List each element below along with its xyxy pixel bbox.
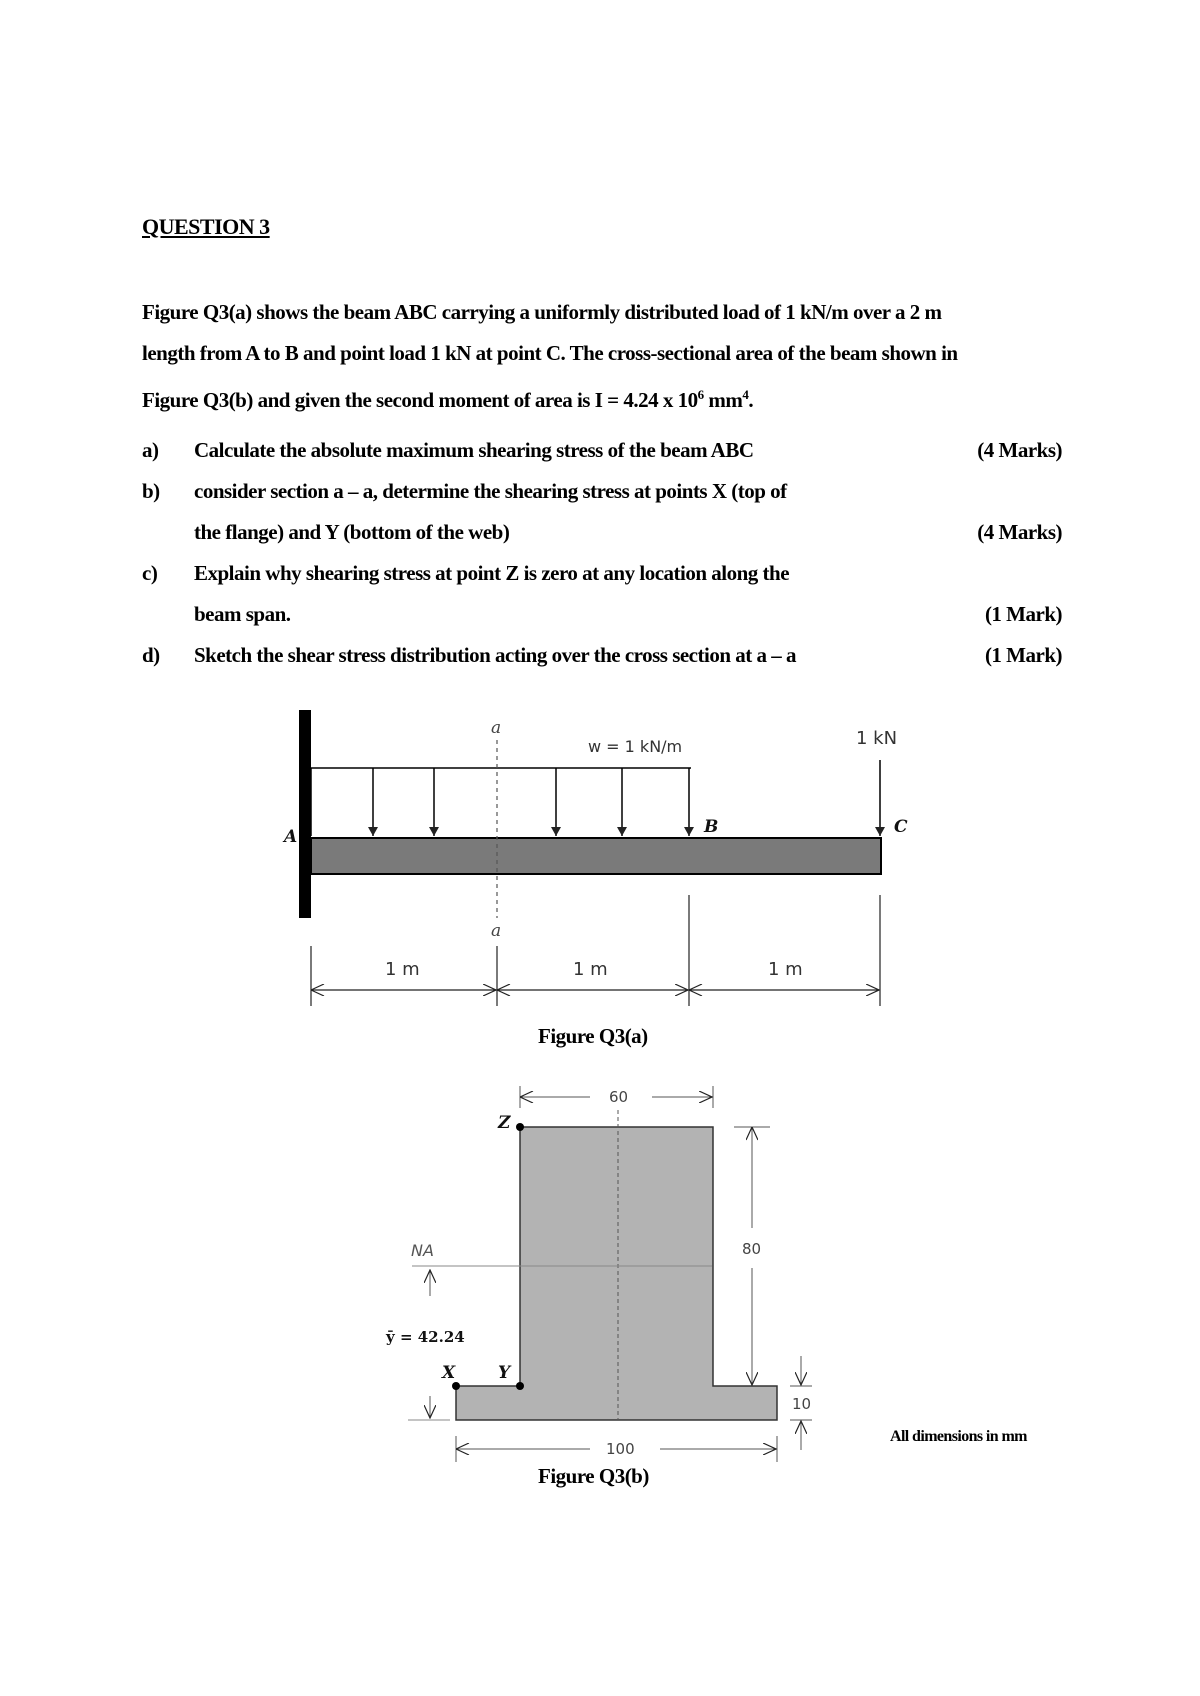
udl-label: w = 1 kN/m: [588, 737, 683, 756]
question-heading: QUESTION 3: [142, 214, 270, 239]
span-extension-lines: [311, 895, 880, 1006]
question-c-text-1: Explain why shearing stress at point Z is zero at any location along the: [194, 561, 790, 585]
span-3-label: 1 m: [768, 959, 803, 980]
span-2-label: 1 m: [573, 959, 608, 980]
point-a-label: A: [284, 827, 298, 847]
question-a-label: a): [142, 438, 159, 462]
question-a-text: Calculate the absolute maximum shearing stress of the beam ABC: [194, 438, 754, 462]
flange-thickness-label: 10: [792, 1395, 812, 1413]
ybar-label: ȳ = 42.24: [386, 1328, 465, 1346]
fixed-support: [299, 710, 311, 918]
figure-q3a-caption: Figure Q3(a): [538, 1024, 648, 1048]
point-z-marker: [516, 1123, 524, 1131]
beam: [311, 838, 881, 874]
point-z-label: Z: [498, 1113, 511, 1133]
question-b-text-2: the flange) and Y (bottom of the web): [194, 520, 510, 544]
base-width-label: 100: [606, 1440, 635, 1458]
question-a-marks: (4 Marks): [977, 438, 1062, 462]
figure-q3b-caption: Figure Q3(b): [538, 1464, 649, 1488]
question-d-marks: (1 Mark): [984, 643, 1062, 667]
na-label: NA: [411, 1241, 434, 1260]
point-b-label: B: [704, 817, 719, 837]
point-y-label: Y: [498, 1363, 511, 1383]
intro-line-3-text: Figure Q3(b) and given the second moment of area is I = 4.24 x 10: [142, 388, 698, 412]
top-width-label: 60: [609, 1088, 629, 1106]
exponent-4: 4: [742, 387, 749, 402]
udl-arrows: [311, 768, 689, 836]
point-c-label: C: [894, 817, 908, 837]
question-d-text: Sketch the shear stress distribution acting over the cross section at a – a: [194, 643, 797, 667]
question-c-marks: (1 Mark): [984, 602, 1062, 626]
section-label-top: a: [491, 718, 502, 738]
question-b-marks: (4 Marks): [977, 520, 1062, 544]
question-c-label: c): [142, 561, 158, 585]
question-b-text-1: consider section a – a, determine the shearing stress at points X (top of: [194, 479, 787, 503]
span-1-label: 1 m: [385, 959, 420, 980]
figure-q3a: [282, 710, 908, 1006]
web-height-label: 80: [742, 1240, 762, 1258]
question-d-label: d): [142, 643, 160, 667]
dimensions-note: All dimensions in mm: [890, 1428, 1027, 1445]
question-c-text-2: beam span.: [194, 602, 291, 626]
intro-line-2: length from A to B and point load 1 kN at point C. The cross-sectional area of the beam shown in: [142, 341, 958, 365]
exponent-6: 6: [697, 387, 704, 402]
point-x-label: X: [442, 1363, 456, 1383]
question-b-label: b): [142, 479, 160, 503]
section-label-bottom: a: [491, 921, 502, 941]
point-x-marker: [452, 1382, 460, 1390]
intro-line-1: Figure Q3(a) shows the beam ABC carrying a uniformly distributed load of 1 kN/m over a 2 m: [142, 300, 942, 324]
point-load-label: 1 kN: [856, 728, 898, 749]
unit-mm: mm: [703, 388, 743, 412]
intro-period: .: [748, 388, 754, 412]
point-y-marker: [516, 1382, 524, 1390]
figure-q3b: [385, 1086, 812, 1462]
